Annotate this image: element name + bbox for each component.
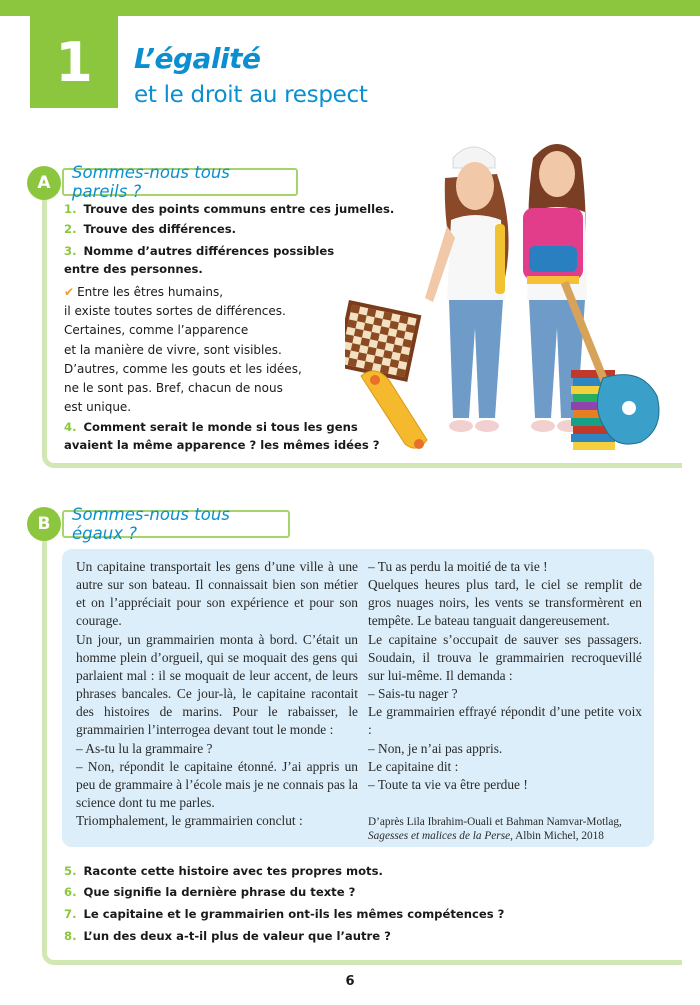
chapter-subtitle: et le droit au respect bbox=[134, 82, 368, 108]
question-number: 2. bbox=[64, 222, 77, 236]
story-paragraph: – Tu as perdu la moitié de ta vie ! bbox=[368, 559, 548, 574]
paragraph-line: est unique. bbox=[64, 400, 132, 415]
story-paragraph: Le capitaine s’occupait de sauver ses passagers. Soudain, il trouva le grammairien recroquevillé sur lui-même. Il demanda : bbox=[368, 631, 642, 683]
question-text: Trouve des points communs entre ces jumelles. bbox=[83, 202, 395, 216]
section-b-title: Sommes-nous tous égaux ? bbox=[62, 510, 290, 538]
story-paragraph: – Toute ta vie va être perdue ! bbox=[368, 776, 528, 792]
story-paragraph: Un jour, un grammairien monta à bord. C’était un homme plein d’orgueil, qui se moquait des gens qui parlaient mal : il se moquait de leur accent, de leurs phrases bancales. Ce jour-là, le capitaine racontait des histoires de marins. Pour le rabaisser, le grammairien l’interrogea devant tout le monde : bbox=[76, 631, 358, 738]
question-7 bbox=[64, 905, 504, 923]
paragraph-line: D’autres, comme les gouts et les idées, bbox=[64, 361, 302, 376]
section-b-letter: B bbox=[27, 507, 61, 541]
question-number: 3. bbox=[64, 244, 77, 258]
source-credit: D’après Lila Ibrahim-Ouali et Bahman Namvar-Motlag, Sagesses et malices de la Perse, Albin Michel, 2018 bbox=[368, 816, 622, 842]
question-text: Raconte cette histoire avec tes propres mots. bbox=[83, 864, 383, 878]
paragraph-line: Certaines, comme l’apparence bbox=[64, 323, 249, 338]
chapter-title: L’égalité bbox=[134, 42, 261, 75]
question-number: 1. bbox=[64, 202, 77, 216]
question-number: 8. bbox=[64, 929, 77, 943]
chessboard bbox=[345, 300, 421, 382]
question-text: Comment serait le monde si tous les gens bbox=[83, 420, 358, 434]
story-paragraph: – Non, répondit le capitaine étonné. J’ai appris un peu de grammaire à l’école mais je ne connais pas la science dont tu me parles. bbox=[76, 758, 358, 811]
paragraph-line: il existe toutes sortes de différences. bbox=[64, 304, 286, 319]
story-paragraph: Triomphalement, le grammairien conclut : bbox=[76, 813, 303, 829]
story-paragraph: Le capitaine dit : bbox=[368, 758, 459, 774]
section-a-title: Sommes-nous tous pareils ? bbox=[62, 168, 298, 196]
skateboard bbox=[361, 371, 427, 449]
question-number: 7. bbox=[64, 907, 77, 921]
question-number: 6. bbox=[64, 885, 77, 899]
story-paragraph: Un capitaine transportait les gens d’une ville à une autre sur son bateau. Il connaissait bien son métier et on l’appréciait pour son expérience et pour son courage. bbox=[76, 559, 358, 629]
page-number: 6 bbox=[345, 974, 355, 989]
question-text: Que signifie la dernière phrase du texte ? bbox=[83, 885, 356, 899]
question-6 bbox=[64, 883, 355, 901]
checkmark-icon: ✔ bbox=[64, 285, 75, 299]
question-8 bbox=[64, 927, 391, 945]
story-right-column bbox=[368, 558, 642, 794]
paragraph-line: et la manière de vivre, sont visibles. bbox=[64, 342, 282, 357]
question-text: L’un des deux a-t-il plus de valeur que l’autre ? bbox=[83, 929, 391, 943]
story-paragraph: – As-tu lu la grammaire ? bbox=[76, 740, 213, 756]
section-a-letter: A bbox=[27, 166, 61, 200]
section-a-paragraph bbox=[64, 283, 364, 417]
story-paragraph: – Non, je n’ai pas appris. bbox=[368, 740, 503, 756]
question-2 bbox=[64, 220, 236, 238]
question-5 bbox=[64, 862, 383, 880]
story-paragraph: Quelques heures plus tard, le ciel se remplit de gros nuages noirs, les vents se transformèrent en tempête. Le bateau tanguait dangereusement. bbox=[368, 577, 642, 629]
story-paragraph: Le grammairien effrayé répondit d’une petite voix : bbox=[368, 704, 642, 738]
paragraph-line: ✔ Entre les êtres humains, bbox=[64, 285, 224, 299]
paragraph-line: ne le sont pas. Bref, chacun de nous bbox=[64, 381, 283, 396]
question-4-continued: avaient la même apparence ? les mêmes idées ? bbox=[64, 438, 380, 452]
story-paragraph: – Sais-tu nager ? bbox=[368, 686, 458, 702]
question-number: 5. bbox=[64, 864, 77, 878]
question-4 bbox=[64, 418, 358, 436]
book-title: Sagesses et malices de la Perse bbox=[368, 830, 511, 842]
twin-girls-photo bbox=[345, 128, 675, 458]
story-left-column bbox=[76, 558, 358, 830]
question-text: Nomme d’autres différences possibles bbox=[83, 244, 335, 258]
question-3-continued: entre des personnes. bbox=[64, 262, 203, 276]
question-text: Le capitaine et le grammairien ont-ils les mêmes compétences ? bbox=[83, 907, 505, 921]
chapter-number: 1 bbox=[30, 16, 118, 108]
left-girl-figure bbox=[425, 147, 509, 432]
question-3 bbox=[64, 242, 334, 260]
top-color-band bbox=[0, 0, 700, 16]
question-text: Trouve des différences. bbox=[83, 222, 237, 236]
question-number: 4. bbox=[64, 420, 77, 434]
